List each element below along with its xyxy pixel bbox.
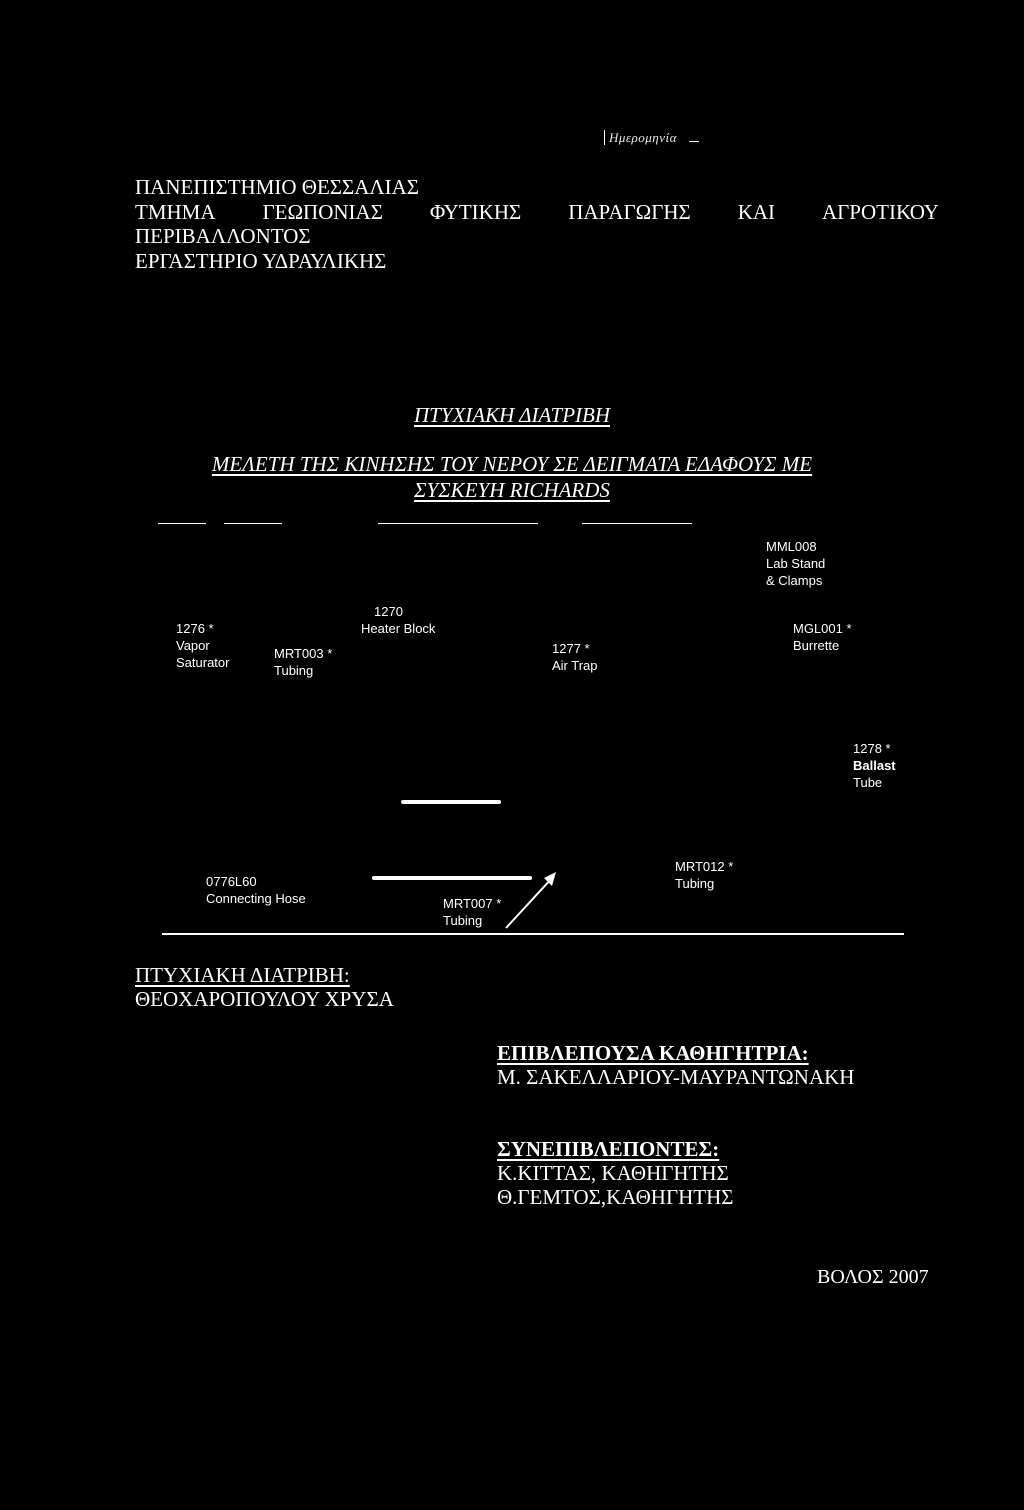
ballast-tube-label	[853, 740, 896, 791]
author-block	[135, 963, 394, 1011]
heater-block-label	[361, 603, 435, 637]
burrette-code: MGL001 *	[793, 621, 852, 636]
author-label: ΠΤΥΧΙΑΚΗ ΔΙΑΤΡΙΒΗ:	[135, 963, 350, 987]
department-word: ΑΓΡΟΤΙΚΟΥ	[822, 200, 939, 224]
vapor-saturator-name-cont: Saturator	[176, 655, 230, 670]
dash-divider	[582, 523, 692, 524]
tubing-003-label	[274, 645, 332, 679]
lab-stand-label	[766, 538, 825, 589]
tubing-012-label	[675, 858, 733, 892]
vapor-saturator-code: 1276 *	[176, 621, 214, 636]
dash-divider	[224, 523, 282, 524]
tubing-007-label	[443, 895, 501, 929]
ballast-tube-code: 1278 *	[853, 741, 891, 756]
tubing-007-name: Tubing	[443, 913, 483, 928]
ballast-tube-name: Ballast	[853, 758, 896, 773]
author-name: ΘΕΟΧΑΡΟΠΟΥΛΟΥ ΧΡΥΣΑ	[135, 987, 394, 1011]
department-word: ΚΑΙ	[737, 200, 776, 224]
supervisor-name: Μ. ΣΑΚΕΛΛΑΡΙΟΥ-ΜΑΥΡΑΝΤΩΝΑΚΗ	[497, 1065, 855, 1089]
air-trap-code: 1277 *	[552, 641, 590, 656]
university-name: ΠΑΝΕΠΙΣΤΗΜΙΟ ΘΕΣΣΑΛΙΑΣ	[135, 175, 419, 199]
diagram-bar	[401, 800, 501, 804]
tubing-012-code: MRT012 *	[675, 859, 734, 874]
tubing-003-code: MRT003 *	[274, 646, 333, 661]
co-supervisors-label: ΣΥΝΕΠΙΒΛΕΠΟΝΤΕΣ:	[497, 1137, 720, 1161]
tubing-003-name: Tubing	[274, 663, 314, 678]
co-supervisor-2: Θ.ΓΕΜΤΟΣ,ΚΑΘΗΓΗΤΗΣ	[497, 1185, 734, 1209]
heater-block-name: Heater Block	[361, 621, 436, 636]
lab-stand-code: MML008	[766, 539, 817, 554]
connecting-hose-name: Connecting Hose	[206, 891, 306, 906]
horizontal-rule	[162, 933, 904, 935]
thesis-heading: ΠΤΥΧΙΑΚΗ ΔΙΑΤΡΙΒΗ	[413, 403, 611, 427]
burrette-label	[793, 620, 852, 654]
thesis-title-line-1: ΜΕΛΕΤΗ ΤΗΣ ΚΙΝΗΣΗΣ ΤΟΥ ΝΕΡΟΥ ΣΕ ΔΕΙΓΜΑΤΑ ΕΔΑΦΟΥΣ ΜΕ	[211, 452, 813, 476]
thesis-title-line-2: ΣΥΣΚΕΥΗ RICHARDS	[414, 478, 610, 502]
lab-stand-name-cont: & Clamps	[766, 573, 823, 588]
supervisor-block	[497, 1041, 854, 1089]
tubing-012-name: Tubing	[675, 876, 715, 891]
department-line	[135, 200, 939, 225]
department-continuation: ΠΕΡΙΒΑΛΛΟΝΤΟΣ	[135, 224, 311, 248]
department-word: ΦΥΤΙΚΗΣ	[429, 200, 522, 224]
vapor-saturator-label	[176, 620, 229, 671]
connecting-hose-code: 0776L60	[206, 874, 257, 889]
department-word: ΠΑΡΑΓΩΓΗΣ	[568, 200, 691, 224]
date-stamp: Ημερομηνία	[604, 130, 699, 146]
pointer-arrow-icon	[500, 868, 560, 934]
vapor-saturator-name: Vapor	[176, 638, 210, 653]
lab-stand-name: Lab Stand	[766, 556, 826, 571]
dash-divider	[158, 523, 206, 524]
dash-divider	[378, 523, 538, 524]
supervisor-label: ΕΠΙΒΛΕΠΟΥΣΑ ΚΑΘΗΓΗΤΡΙΑ:	[497, 1041, 809, 1065]
ballast-tube-name-cont: Tube	[853, 775, 883, 790]
connecting-hose-label	[206, 873, 306, 907]
tubing-007-code: MRT007 *	[443, 896, 502, 911]
air-trap-label	[552, 640, 598, 674]
place-year: ΒΟΛΟΣ 2007	[817, 1266, 929, 1288]
co-supervisors-block	[497, 1137, 733, 1209]
co-supervisor-1: Κ.ΚΙΤΤΑΣ, ΚΑΘΗΓΗΤΗΣ	[497, 1161, 729, 1185]
heater-block-code: 1270	[374, 604, 403, 619]
burrette-name: Burrette	[793, 638, 840, 653]
air-trap-name: Air Trap	[552, 658, 598, 673]
department-word: ΤΜΗΜΑ	[135, 200, 216, 224]
laboratory-name: ΕΡΓΑΣΤΗΡΙΟ ΥΔΡΑΥΛΙΚΗΣ	[135, 249, 387, 273]
department-word: ΓΕΩΠΟΝΙΑΣ	[262, 200, 383, 224]
